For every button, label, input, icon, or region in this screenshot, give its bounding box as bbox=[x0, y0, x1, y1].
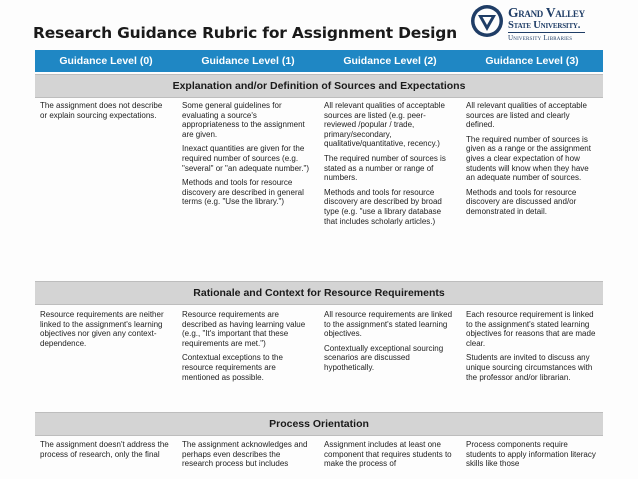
section-heading-process: Process Orientation bbox=[35, 412, 603, 436]
cell-text: The assignment doesn't address the process of research, only the final bbox=[40, 440, 169, 459]
rubric-cell bbox=[461, 310, 603, 382]
column-header-level-1: Guidance Level (1) bbox=[201, 55, 295, 67]
cell-text: The assignment does not describe or explain sourcing expectations. bbox=[40, 101, 163, 120]
rubric-cell bbox=[461, 101, 603, 226]
cell-text: Some general guidelines for evaluating a source's appropriateness to the assignment are given. bbox=[182, 101, 305, 139]
cell-text: All relevant qualities of acceptable sources are listed (e.g. peer-reviewed /popular / trade, primary/secondary, qualitative/quantitative, recency.) bbox=[324, 101, 445, 149]
rubric-cell bbox=[319, 440, 461, 469]
rubric-cell bbox=[177, 310, 319, 382]
rubric-cell bbox=[461, 440, 603, 469]
university-logo bbox=[470, 4, 630, 44]
cell-text: Inexact quantities are given for the required number of sources (e.g. "several" or "an adequate number.") bbox=[182, 144, 309, 173]
rubric-row-rationale bbox=[35, 310, 603, 382]
cell-text: Contextual exceptions to the resource requirements are mentioned as possible. bbox=[182, 353, 283, 382]
cell-text: The required number of sources is given as a range or the assignment gives a clear expectation of how students will know when they have an adequate number of sources. bbox=[466, 134, 591, 183]
column-header-level-2: Guidance Level (2) bbox=[343, 55, 437, 67]
cell-text: Contextually exceptional sourcing scenarios are discussed hypothetically. bbox=[324, 343, 444, 372]
rubric-cell bbox=[35, 310, 177, 382]
rubric-cell bbox=[35, 440, 177, 469]
cell-text: Assignment includes at least one component that requires students to make the process of bbox=[324, 440, 452, 469]
section-heading-rationale: Rationale and Context for Resource Requirements bbox=[35, 281, 603, 305]
section-heading-sources: Explanation and/or Definition of Sources and Expectations bbox=[35, 74, 603, 98]
document-title: Research Guidance Rubric for Assignment Design bbox=[33, 24, 457, 42]
cell-text: Process components require students to apply information literacy skills like those bbox=[466, 440, 596, 469]
cell-text: All resource requirements are linked to the assignment's stated learning objectives. bbox=[324, 310, 453, 339]
rubric-cell bbox=[319, 310, 461, 382]
cell-text: Methods and tools for resource discovery are discussed and/or demonstrated in detail. bbox=[466, 187, 577, 216]
rubric-row-sources bbox=[35, 101, 603, 226]
rubric-row-process bbox=[35, 440, 603, 469]
cell-text: Resource requirements are neither linked to the assignment's learning objectives nor given any context-dependence. bbox=[40, 310, 164, 348]
cell-text: The assignment acknowledges and perhaps even describes the research process but includes bbox=[182, 440, 308, 469]
cell-text: Students are invited to discuss any unique sourcing circumstances with the professor and/or librarian. bbox=[466, 353, 593, 382]
column-header-row bbox=[35, 50, 603, 72]
column-header-level-3: Guidance Level (3) bbox=[485, 55, 579, 67]
logo-line-3: University Libraries bbox=[508, 34, 573, 42]
rubric-cell bbox=[177, 440, 319, 469]
column-header-level-0: Guidance Level (0) bbox=[59, 55, 153, 67]
rubric-cell bbox=[319, 101, 461, 226]
logo-line-2: State University. bbox=[508, 21, 585, 34]
cell-text: All relevant qualities of acceptable sources are listed and clearly defined. bbox=[466, 101, 587, 130]
cell-text: The required number of sources is stated as a number or range of numbers. bbox=[324, 153, 446, 183]
gvsu-logo-icon bbox=[470, 4, 504, 38]
rubric-cell bbox=[35, 101, 177, 226]
cell-text: Each resource requirement is linked to the assignment's stated learning objectives for reasons that are made clear. bbox=[466, 310, 596, 348]
logo-line-1: Grand Valley bbox=[508, 5, 585, 20]
cell-text: Methods and tools for resource discovery are described by broad type (e.g. "use a library database that includes scholarly articles.) bbox=[324, 187, 442, 226]
cell-text: Methods and tools for resource discovery are described in general terms (e.g. "Use the library.") bbox=[182, 178, 304, 207]
cell-text: Resource requirements are described as having learning value (e.g., "It's important that these requirements are met.") bbox=[182, 310, 306, 348]
rubric-cell bbox=[177, 101, 319, 226]
